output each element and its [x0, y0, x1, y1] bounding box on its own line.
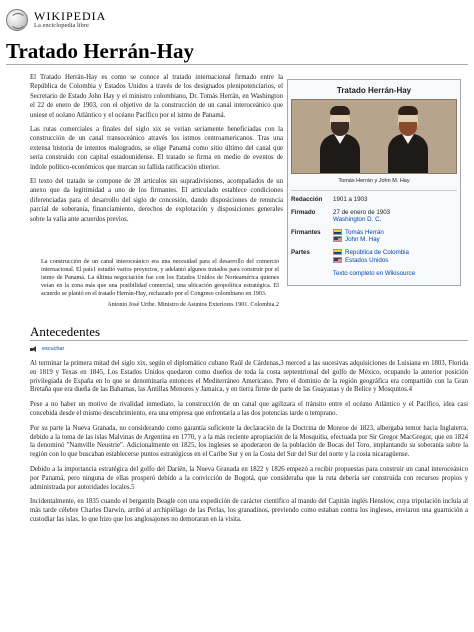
- section-divider: [30, 340, 468, 341]
- washington-link[interactable]: Washington D. C.: [333, 216, 382, 224]
- body-paragraph: Debido a la importancia estratégica del golfo del Darién, la Nueva Granada en 1822 y 1826 empezó a recibir propuestas para construir un canal interoceánico por Panamá, pero ninguna de ellas prosperó debido a la convicción de Bogotá, que consideraba que la ruta debería ser construida con recursos propios y administrada por autoridades locales.5: [30, 465, 468, 491]
- lead-paragraph: El Tratado Herrán-Hay es como se conoce al tratado internacional firmado entre la República de Colombia y Estados Unidos a través de los designados plenipotenciarios, el Secretario de Estado John Hay y el ministro colombiano, Dr. Tomás Herrán, en Washington el 22 de enero de 1903, con el objetivo de la construcción de un canal interoceánico que uniese el océano Atlántico y el océano Pacífico por el istmo de Panamá.: [30, 74, 283, 119]
- infobox-value: 1901 a 1903: [333, 196, 368, 203]
- listen-control[interactable]: [30, 346, 64, 352]
- site-header: [6, 6, 106, 34]
- infobox-row-firmado: [291, 209, 457, 224]
- lead-paragraph: El texto del tratado se compone de 28 artículos sin supradivisiones, acompañados de un anexo que da legitimidad a uno de los firmantes. El articulado establece condiciones diferenciadas para el desarrollo del siglo de concesión, dando disposiciones de renuncia parcial de soberanía, financiamiento, derechos de explotación y disposiciones generales sobre la valía ante acuerdos previos.: [30, 178, 283, 223]
- brand-name: WIKIPEDIA: [34, 9, 107, 24]
- party-link[interactable]: Estados Unidos: [345, 256, 389, 264]
- lead-section: [30, 73, 283, 229]
- body-paragraph: Al terminar la primera mitad del siglo xix, según el diplomático cubano Raúl de Cárdenas,3 merced a las sucesivas adquisiciones de Luisiana en 1803, Florida en 1819 y Texas en 1845, Los Estados Unidos quedaron como dueños de toda la costa septentrional del golfo de México, ocupando la anterior posición privilegiada de España en lo que se denominaría entonces el Mediterráneo Americano. Pero el dominio de la región geográfica era compartido con la Gran Bretaña que era dueña de las Bahamas, las Antillas Menores y Jamaica, y en tierra firme de parte de las Guayanas y de Belice y Mosquitos.4: [30, 360, 468, 394]
- infobox-divider: [291, 190, 457, 191]
- infobox-image-caption: Tomás Herrán y John M. Hay: [338, 178, 410, 184]
- brand-tagline: La enciclopedia libre: [34, 22, 89, 30]
- wikisource-link[interactable]: Texto completo en Wikisource: [332, 270, 416, 278]
- infobox-key: Firmantes: [291, 228, 321, 236]
- section-heading: Antecedentes: [30, 324, 101, 339]
- body-paragraph: Por su parte la Nueva Granada, no considerando como garantía suficiente la declaración de la Doctrina de Monroe de 1823, albergaba temor hacia Inglaterra, debido a la toma de las islas Malvinas de Argentina en 1770, y a la más reciente apropiación de la Mosquitia, efectuada por Sir Gregor MacGregor, que en 1824 la denominó "Namville Neustrie". Adicionalmente en 1825, los ingleses se apoderaron de la población de Bocas del Toro, implantando su soberanía sobre la región con lo que buscaban establecerse puntos estratégicos en el Caribe Sur y en la Costa del Sur del Sur del norte y la costa nicaragüense.: [30, 424, 468, 459]
- quote-text: La construcción de un canal interoceánico era una necesidad para el desarrollo del comercio internacional. El país1 estudió varios proyectos, y adelantó algunos tratados para construir por el istmo de Panamá. La última negociación fue con los Estados Unidos de Norteamérica quienes veían en la zona más que una posibilidad comercial, una ubicación geopolítica estratégica. El acuerdo se plantó en el tratado Herrán-Hay, rechazado por el Congreso colombiano en 1903.: [41, 259, 279, 297]
- signatory-link[interactable]: Tomás Herrán: [345, 228, 384, 236]
- page-title: Tratado Herrán-Hay: [6, 39, 194, 63]
- section-body: [30, 360, 468, 531]
- infobox-row-redaccion: [291, 196, 457, 204]
- portrait-hay: [388, 104, 428, 174]
- body-paragraph: Incidentalmente, en 1835 cuando el bergantín Beagle con una expedición de carácter científico al mando del Capitán inglés Henslow, cuya tripulación incluía al más tarde célebre Charles Darwin, arribó al archipiélago de las Perlas, los granadinos, previendo como estaban contra los ingleses, enviaron una guarnición a custodiar las islas, lo que hizo que los anglosajones no demoraran en la visita.: [30, 498, 468, 523]
- brand[interactable]: [34, 10, 106, 30]
- colombia-flag-icon: [333, 249, 342, 255]
- quote-attribution: Antonio José Uribe. Ministro de Asuntos Exteriores 1901. Colombia.2: [107, 302, 279, 308]
- body-paragraph: Pese a no haber un motivo de rivalidad inmediato, la construcción de un canal que agilizara el tránsito entre el océano Atlántico y el Pacífico, idea casi concebida desde el mismo descubrimiento, era una empresa que enfrentaría a las dos potencias tarde o temprano.: [30, 401, 468, 417]
- infobox-value: 27 de enero de 1903: [333, 208, 391, 216]
- infobox-key: Redacción: [291, 196, 323, 203]
- signatory-link[interactable]: John M. Hay: [345, 236, 380, 244]
- portrait-photo[interactable]: [291, 99, 457, 174]
- infobox-row-firmantes: [291, 229, 457, 244]
- usa-flag-icon: [333, 257, 342, 263]
- infobox-title: Tratado Herrán-Hay: [336, 86, 412, 95]
- infobox-key: Firmado: [291, 208, 316, 216]
- colombia-flag-icon: [333, 229, 342, 235]
- lead-paragraph: Las rutas comerciales a finales del siglo xix se verían seriamente beneficiadas con la construcción de un canal transoceánico através los istmos centroamericanos. Tras una extensa historia de intentos malogrados, se elige Panamá como sitio último del canal que sería construido con capital estadounidense. El tratado se firma en medio de eventos de índole político-económicos que marcan su fallida ratificación ulterior.: [30, 126, 283, 171]
- infobox: [287, 79, 461, 286]
- listen-link[interactable]: escuchar: [42, 346, 65, 352]
- party-link[interactable]: República de Colombia: [345, 248, 409, 256]
- infobox-key: Partes: [291, 248, 310, 256]
- usa-flag-icon: [333, 236, 342, 242]
- speaker-icon: [30, 346, 39, 352]
- portrait-herran: [320, 104, 360, 174]
- title-divider: [6, 64, 468, 65]
- blockquote: [41, 258, 279, 309]
- infobox-row-partes: [291, 249, 457, 264]
- wikipedia-globe-logo-icon[interactable]: [6, 9, 28, 31]
